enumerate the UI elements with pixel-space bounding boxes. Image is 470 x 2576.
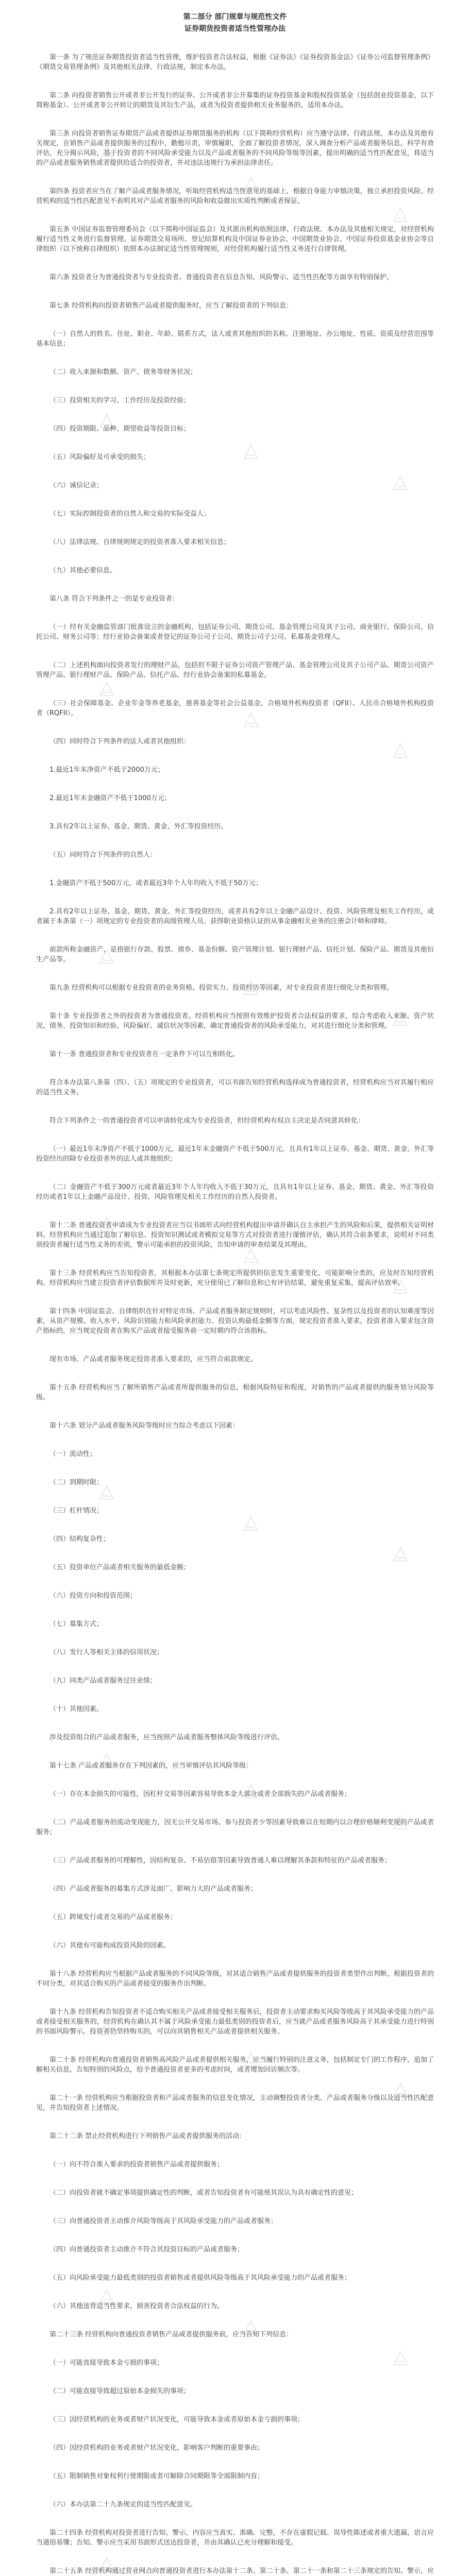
paragraph: （八）发行人等相关主体的信用状况； [49, 1649, 164, 1656]
paragraph: （二）到期时限； [49, 1479, 104, 1486]
paragraph: （三）社会保障基金、企业年金等养老基金，慈善基金等社会公益基金，合格境外机构投资者（QFII）、人民币合格境外机构投资者（RQFII）。 [36, 700, 434, 717]
paragraph: （三）产品或者服务的可理解性，因结构复杂、不易估值等因素导致普通人难以理解其条款和特征的产品或者服务； [49, 1857, 392, 1865]
paragraph: 3.具有2年以上证券、基金、期货、黄金、外汇等投资经历。 [49, 823, 228, 831]
paragraph: （二）可能直接导致超过原始本金损失的事项； [49, 2387, 191, 2395]
paragraph: （五）跨境发行或者交易的产品或者服务； [49, 1913, 177, 1921]
paragraph: （四）投资期限、品种、期望收益等投资目标； [49, 425, 191, 433]
paragraph: （五）同时符合下列条件的自然人： [49, 851, 157, 859]
paragraph: 第十九条 经营机构告知投资者不适合购买相关产品或者接受相关服务后，投资者主动要求购买风险等级高于其风险承受能力的产品或者接受相关服务的，经营机构在确认其不属于风险承受能力最低类别的投资者后，应当就产品或者服务风险高于其承受能力进行特别的书面风险警示，投资者仍坚持购买的，可以向其销售相关产品或者提供相关服务。 [36, 2008, 434, 2036]
paragraph: （六）诚信记录； [49, 482, 104, 489]
paragraph: （五）投资单位产品或者相关服务的最低金额； [49, 1564, 191, 1571]
document-body [36, 53, 434, 2576]
paragraph: 第二十五条 经营机构通过营业网点向普通投资者进行本办法第十二条、第二十条、第二十一条和第二十三条规定的告知、警示，应 [49, 2567, 434, 2575]
paragraph: （一）向不符合准入要求的投资者销售产品或者提供服务； [49, 2161, 224, 2168]
paragraph: 第十四条 中国证监会、自律组织在针对特定市场、产品或者服务制定规则时，可以考虑风险性、复杂性以及投资者的认知难度等因素，从资产规模、收入水平、风险识别能力和风险承担能力、投资认购最低金额等方面，规定投资者准入要求。投资者准入要求包含资产指标的，应当规定投资者在购买产品或者接受服务前一定时期内符合该指标。 [36, 1308, 434, 1335]
paragraph: （一）经有关金融监管部门批准设立的金融机构，包括证券公司、期货公司、基金管理公司及其子公司、商业银行、保险公司、信托公司、财务公司等；经行业协会备案或者登记的证券公司子公司、期货公司子公司、私募基金管理人。 [36, 623, 434, 641]
paragraph: （一）可能直接导致本金亏损的事项； [49, 2359, 164, 2367]
paragraph: 第十二条 普通投资者申请成为专业投资者应当以书面形式向经营机构提出申请并确认自主承担产生的风险和后果，提供相关证明材料。经营机构应当通过追加了解信息、投资知识测试或者模拟交易等方式对投资者进行谨慎评估，确认其符合前条要求，说明对不同类别投资者履行适当性义务的差别，警示可能承担的投资风险，告知申请的审查结果及其理由。 [36, 1222, 434, 1249]
paragraph: （五）限制销售对象权利行使期限或者可解除合同期限等全部限制内容； [49, 2472, 264, 2480]
paragraph: （二）产品或者服务的流动变现能力，因无公开交易市场、参与投资者少等因素导致难以在短期内以合理价格顺利变现的产品或者服务； [36, 1819, 434, 1836]
paragraph: （二）向投资者就不确定事项提供确定性的判断，或者告知投资者有可能使其误认为具有确定性的意见； [49, 2189, 358, 2197]
paragraph: 符合本办法第八条第（四）、（五）项规定的专业投资者，可以书面告知经营机构选择成为普通投资者，经营机构应当对其履行相应的适当性义务。 [36, 1079, 434, 1096]
paragraph: 第二十条 经营机构向普通投资者销售高风险产品或者提供相关服务，应当履行特别的注意义务，包括制定专门的工作程序，追加了解相关信息，告知特别的风险点，给予普通投资者更多的考虑时间，或者增加回访频次等。 [36, 2056, 434, 2074]
paragraph: （五）风险偏好及可承受的损失； [49, 453, 150, 461]
paragraph: 第九条 经营机构可以根据专业投资者的业务资格、投资实力、投资经历等因素，对专业投资者进行细化分类和管理。 [49, 984, 394, 992]
paragraph: （三）投资相关的学习、工作经历及投资经验； [49, 397, 191, 404]
paragraph: 第五条 中国证券监督管理委员会（以下简称中国证监会）及其派出机构依照法律、行政法规、本办法及其他相关规定，对经营机构履行适当性义务进行监督管理。证券期货交易场所、登记结算机构及中国证券业协会、中国期货业协会、中国证券投资基金业协会等自律组织（以下统称自律组织）依照本办法制定适当性管理规则，对经营机构履行适当性义务进行自律管理。 [36, 226, 434, 253]
paragraph: （四）同时符合下列条件的法人或者其他组织： [49, 738, 191, 745]
paragraph: （六）投资方向和投资范围； [49, 1592, 137, 1600]
paragraph: 现有市场、产品或者服务规定投资者准入要求的，应当符合前款规定。 [49, 1355, 258, 1363]
paragraph: 第四条 投资者应当在了解产品或者服务情况，听取经营机构适当性意见的基础上，根据自身能力审慎决策，独立承担投资风险。经营机构的适当性匹配意见不表明其对产品或者服务的风险和收益做出实质性判断或者保证。 [36, 188, 434, 205]
paragraph: 第二十一条 经营机构应当根据投资者和产品或者服务的信息变化情况，主动调整投资者分类、产品或者服务分级以及适当性匹配意见，并告知投资者上述情况。 [36, 2094, 434, 2112]
paragraph: （七）募集方式； [49, 1620, 104, 1628]
paragraph: （二）收入来源和数额、资产、债务等财务状况； [49, 368, 197, 376]
paragraph: 第十六条 划分产品或者服务风险等级时应当综合考虑以下因素： [49, 1422, 240, 1430]
paragraph: 第十一条 普通投资者和专业投资者在一定条件下可以互相转化。 [49, 1050, 240, 1058]
paragraph: （二）上述机构面向投资者发行的理财产品，包括但不限于证券公司资产管理产品、基金管理公司及其子公司产品、期货公司资产管理产品、银行理财产品、保险产品、信托产品、经行业协会备案的私募基金。 [36, 662, 434, 679]
paragraph: （六）其他违背适当性要求，损害投资者合法权益的行为。 [49, 2302, 224, 2310]
paragraph: 前款所称金融资产，是指银行存款、股票、债券、基金份额、资产管理计划、银行理财产品、信托计划、保险产品、期货及其他衍生产品等。 [36, 946, 434, 963]
paragraph: 第十五条 经营机构应当了解所销售产品或者所提供服务的信息，根据风险特征和程度，对销售的产品或者提供的服务划分风险等级。 [36, 1384, 434, 1401]
paragraph: （六）本办法第二十九条规定的适当性匹配意见。 [49, 2501, 197, 2509]
paragraph: 第十三条 经营机构应当告知投资者，其根据本办法第七条规定所提供的信息发生重要变化、可能影响分类的，应及时告知经营机构。经营机构应当建立投资者评估数据库并及时更新，充分使用已了解信息和已有评估结果，避免重复采集，提高评估效率。 [36, 1269, 434, 1287]
paragraph: 第一条 为了规范证券期货投资者适当性管理，维护投资者合法权益，根据《证券法》《证券投资基金法》《证券公司监督管理条例》《期货交易管理条例》及其他相关法律、行政法规，制定本办法。 [36, 54, 434, 71]
paragraph: （一）存在本金损失的可能性，因杠杆交易等因素容易导致本金大部分或者全部损失的产品或者服务； [49, 1790, 351, 1798]
paragraph: （三）因经营机构的业务或者财产状况变化，可能导致本金或者原始本金亏损的事项； [49, 2416, 305, 2424]
paragraph: 2.具有2年以上证券、基金、期货、黄金、外汇等投资经历，或者具有2年以上金融产品设计、投资、风险管理及相关工作经历，或者属于本条第（一）项规定的专业投资者的高级管理人员、获得职业资格认证的从事金融相关业务的注册会计师和律师。 [36, 908, 434, 925]
paragraph: （五）向风险承受能力最低类别的投资者销售或者提供风险等级高于其风险承受能力的产品或者服务； [49, 2274, 351, 2282]
paragraph: （六）其他有可能构成投资风险的因素。 [49, 1942, 171, 1950]
paragraph: 第十条 专业投资者之外的投资者为普通投资者。经营机构应当按照有效维护投资者合法权益的要求，综合考虑收入来源、资产状况、债务、投资知识和经验、风险偏好、诚信状况等因素，确定普通投资者的风险承受能力，对其进行细化分类和管理。 [36, 1012, 434, 1030]
paragraph: （四）产品或者服务的募集方式涉及面广、影响力大的产品或者服务； [49, 1885, 258, 1893]
paragraph: （八）法律法规、自律规则规定的投资者准入要求相关信息； [49, 538, 231, 546]
paragraph: （三）杠杆情况； [49, 1507, 104, 1515]
paragraph: （四）因经营机构的业务或者财产状况变化，影响客户判断的重要事由； [49, 2444, 264, 2452]
paragraph: 第六条 投资者分为普通投资者与专业投资者。普通投资者在信息告知、风险警示、适当性匹配等方面享有特别保护。 [49, 274, 394, 281]
paragraph: （四）向普通投资者主动推介不符合其投资目标的产品或者服务； [49, 2246, 244, 2253]
paragraph: （三）向普通投资者主动推介风险等级高于其风险承受能力的产品或者服务； [49, 2217, 278, 2225]
paragraph: 第十七条 产品或者服务存在下列因素的，应当审慎评估其风险等级： [49, 1762, 253, 1770]
paragraph: 第二条 向投资者销售公开或者非公开发行的证券、公开或者非公开募集的证券投资基金和股权投资基金（包括创业投资基金，以下简称基金）、公开或者非公开转让的期货及其衍生产品，或者为投资者提供相关业务服务的，适用本办法。 [36, 92, 434, 109]
paragraph: （一）最近1年末净资产不低于1000万元，最近1年末金融资产不低于500万元，且具有1年以上证券、基金、期货、黄金、外汇等投资经历的除专业投资者外的法人或其他组织； [36, 1145, 434, 1163]
part-title: 第二部分 部门规章与规范性文件 [183, 13, 287, 21]
paragraph: 第二十四条 经营机构对投资者进行告知、警示，内容应当真实、准确、完整，不存在虚假记载、误导性陈述或者重大遗漏，语言应当通俗易懂；告知、警示应当采用书面形式送达投资者，并由其确认已充分理解和接受。 [36, 2529, 434, 2547]
paragraph: 第二十三条 经营机构向普通投资者销售产品或者提供服务前，应当告知下列信息： [49, 2331, 293, 2338]
paragraph: （九）同类产品或者服务过往业绩； [49, 1677, 157, 1685]
paragraph: 第二十二条 禁止经营机构进行下列销售产品或者提供服务的活动： [49, 2132, 246, 2140]
paragraph: （九）其他必要信息。 [49, 567, 117, 574]
paragraph: （四）结构复杂性； [49, 1535, 110, 1543]
paragraph: （一）自然人的姓名、住址、职业、年龄、联系方式，法人或者其他组织的名称、注册地址、办公地址、性质、资质及经营范围等基本信息； [36, 330, 434, 348]
paragraph: 第三条 向投资者销售证券期货产品或者提供证券期货服务的机构（以下简称经营机构）应当遵守法律、行政法规、本办法及其他有关规定，在销售产品或者提供服务的过程中，勤勉尽责，审慎履职，全面了解投资者情况，深入调查分析产品或者服务信息，科学有效评估，充分揭示风险，基于投资者的不同风险承受能力以及产品或者服务的不同风险等级等因素，提出明确的适当性匹配意见，将适当的产品或者服务销售或者提供给适合的投资者，并对违法违规行为承担法律责任。 [36, 130, 434, 167]
paragraph: （一）流动性； [49, 1450, 97, 1458]
paragraph: （十）其他因素。 [49, 1705, 104, 1713]
paragraph: （七）实际控制投资者的自然人和交易的实际受益人； [49, 510, 211, 518]
paragraph: 涉及投资组合的产品或者服务，应当按照产品或者服务整体风险等级进行评估。 [49, 1734, 284, 1741]
paragraph: 第十八条 经营机构应当根据产品或者服务的不同风险等级，对其适合销售产品或者提供服务的投资者类型作出判断，根据投资者的不同分类，对其适合购买的产品或者接受的服务作出判断。 [36, 1970, 434, 1988]
paragraph: 第八条 符合下列条件之一的是专业投资者： [49, 595, 179, 603]
document-title: 证券期货投资者适当性管理办法 [184, 25, 286, 33]
paragraph: 1.最近1年末净资产不低于2000万元； [49, 766, 164, 774]
paragraph: 1.金融资产不低于500万元，或者最近3年个人年均收入不低于50万元； [49, 879, 263, 887]
paragraph: 符合下列条件之一的普通投资者可以申请转化成为专业投资者，但经营机构有权自主决定是否同意其转化： [49, 1117, 365, 1125]
paragraph: （二）金融资产不低于300万元或者最近3年个人年均收入不低于30万元，且具有1年以上证券、基金、期货、黄金、外汇等投资经历或者1年以上金融产品设计、投资、风险管理及相关工作经历的自然人投资者。 [36, 1183, 434, 1201]
paragraph: 2.最近1年末金融资产不低于1000万元； [49, 794, 171, 802]
paragraph: 第七条 经营机构向投资者销售产品或者提供服务时，应当了解投资者的下列信息： [49, 302, 293, 310]
